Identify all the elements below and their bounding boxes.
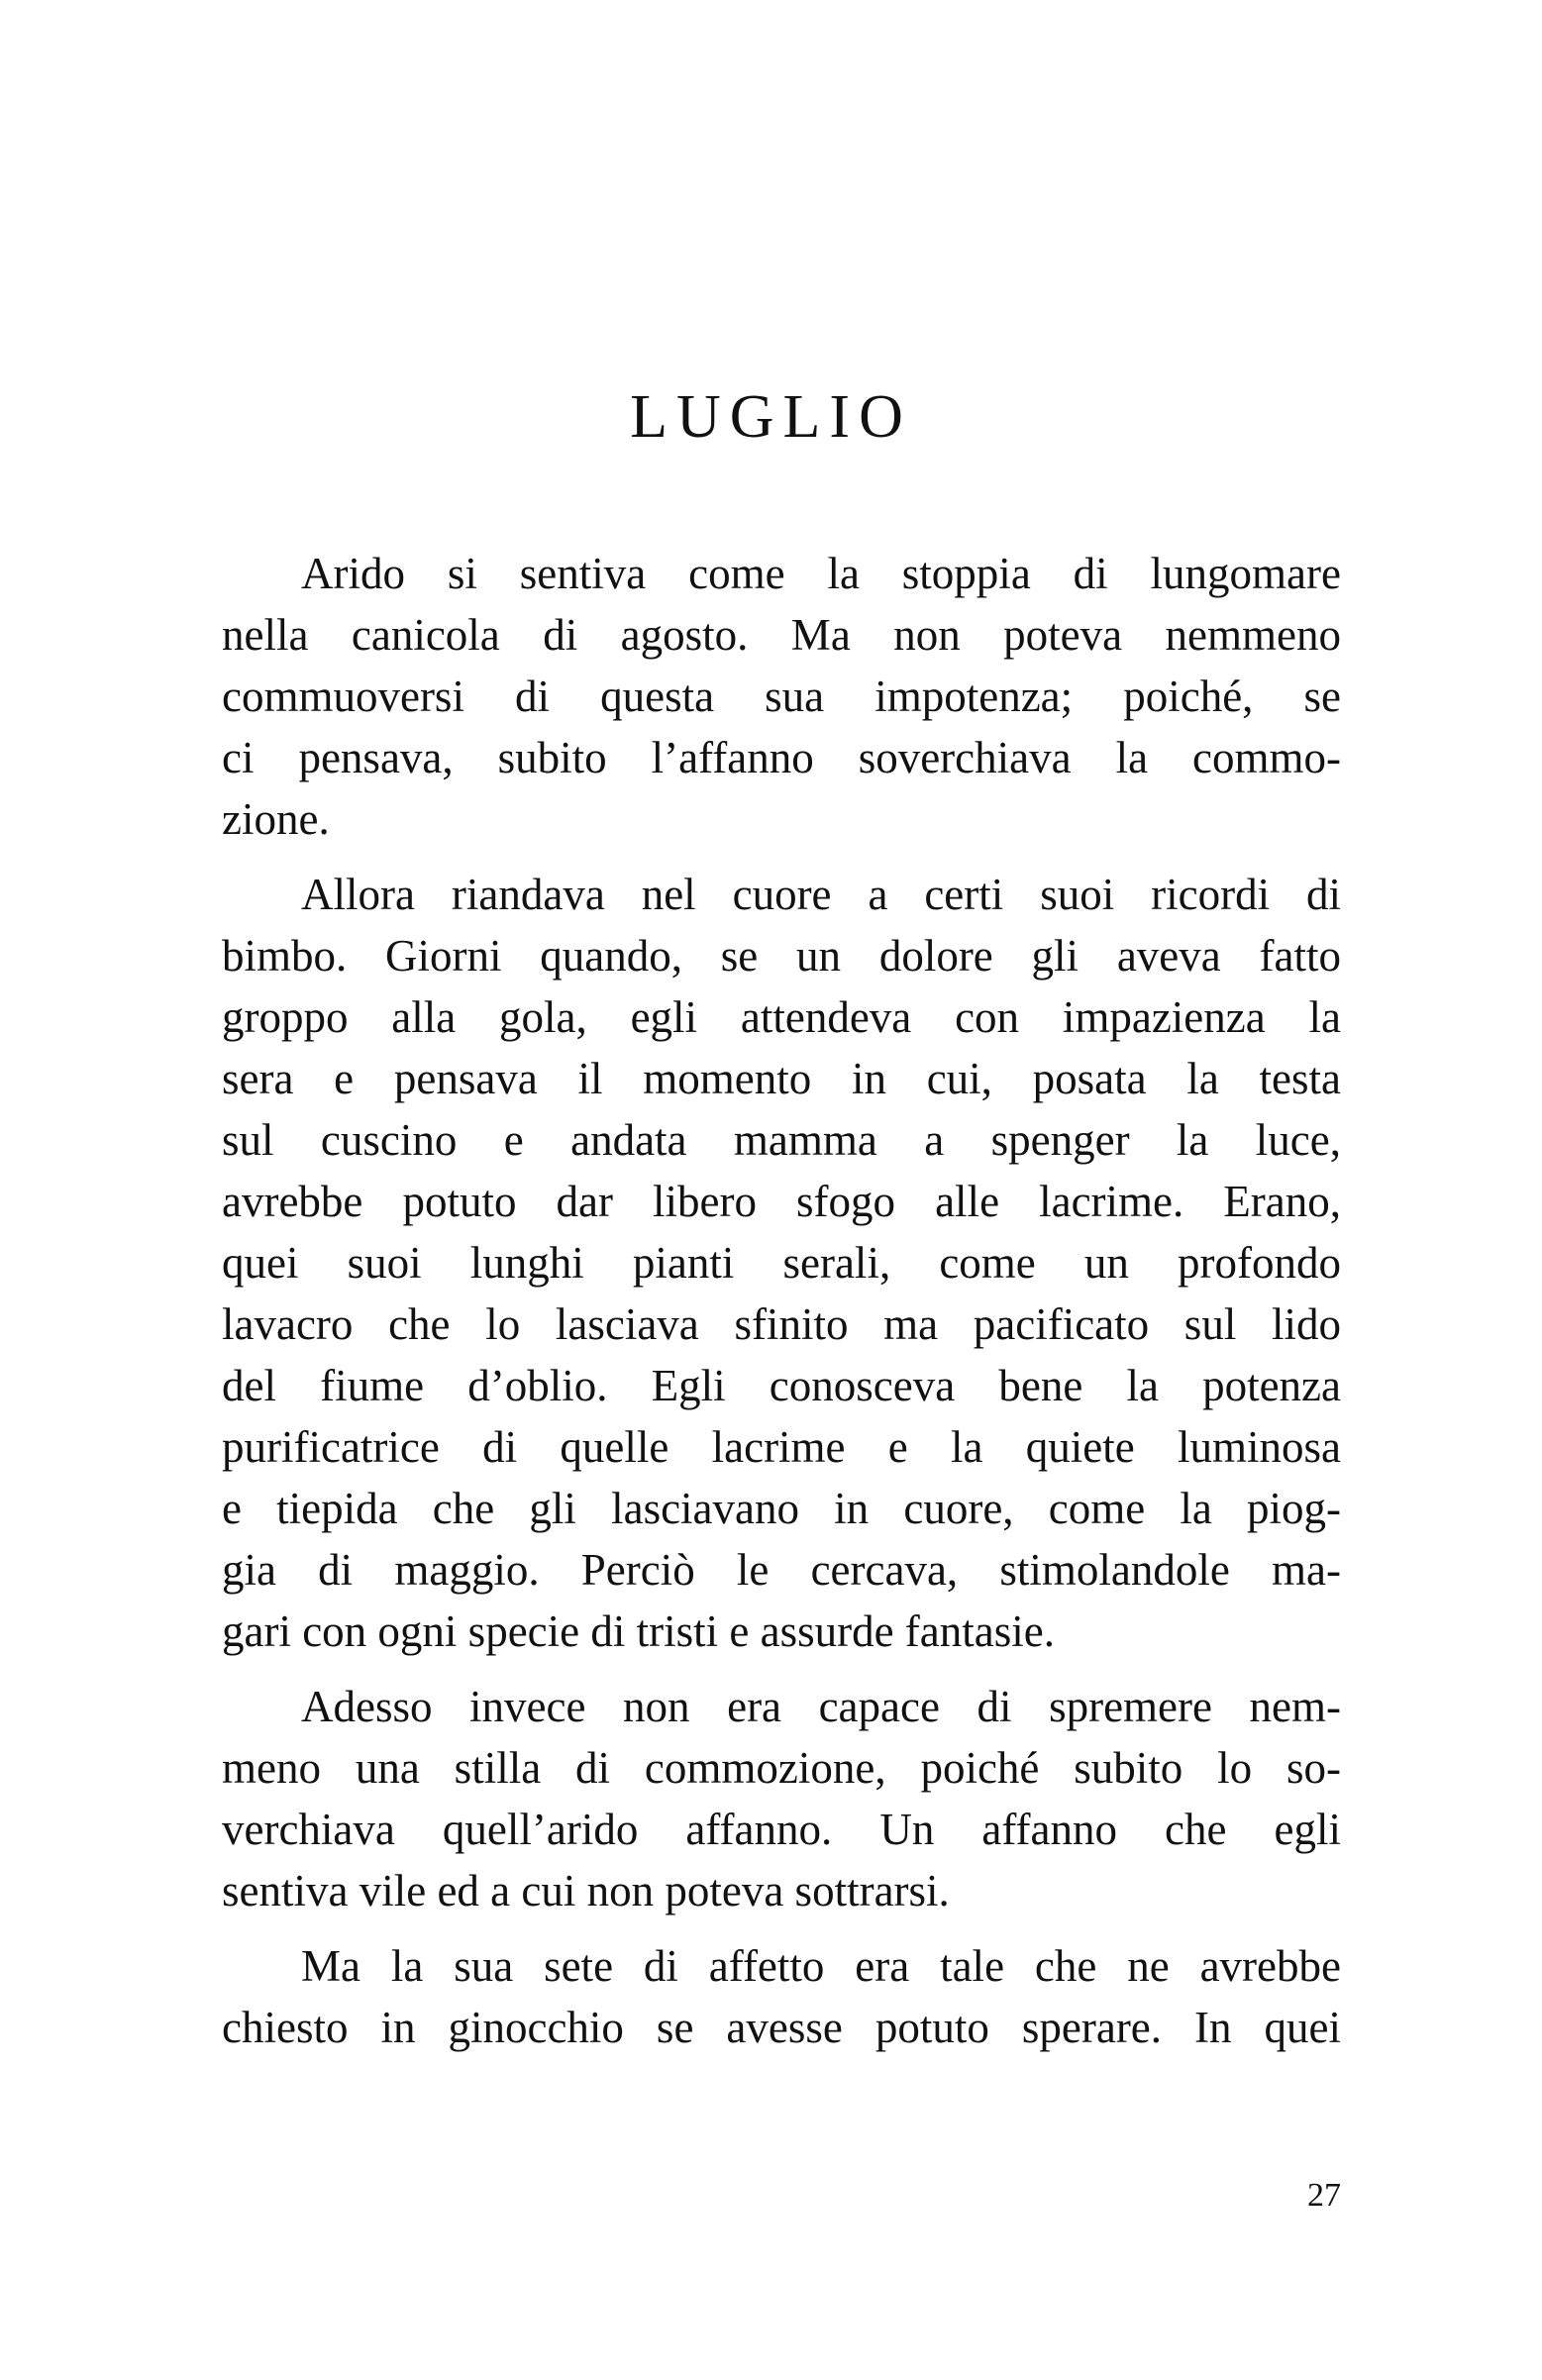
paragraph [222, 1935, 1341, 2058]
text-line: sera e pensava il momento in cui, posata la testa [222, 1054, 1341, 1103]
text-line: lavacro che lo lasciava sfinito ma pacificato sul lido [222, 1299, 1341, 1349]
paragraph [222, 543, 1341, 850]
paragraph [222, 1676, 1341, 1921]
paragraph-gap [222, 1662, 1341, 1676]
text-line: gia di maggio. Perciò le cercava, stimolandole ma- [222, 1545, 1341, 1595]
text-line: sul cuscino e andata mamma a spenger la luce, [222, 1115, 1341, 1165]
text-line: purificatrice di quelle lacrime e la quiete luminosa [222, 1422, 1341, 1472]
text-line: meno una stilla di commozione, poiché subito lo so- [222, 1743, 1341, 1793]
text-line: e tiepida che gli lasciavano in cuore, come la piog- [222, 1484, 1341, 1533]
text-line: chiesto in ginocchio se avesse potuto sperare. In quei [222, 2003, 1341, 2052]
body-text [222, 543, 1341, 2058]
text-line: bimbo. Giorni quando, se un dolore gli aveva fatto [222, 931, 1341, 981]
text-line: Adesso invece non era capace di spremere nem- [301, 1682, 1341, 1731]
text-line: Allora riandava nel cuore a certi suoi ricordi di [301, 870, 1341, 919]
page-number: 27 [1307, 2177, 1341, 2214]
text-line: zione. [222, 794, 330, 844]
text-line: quei suoi lunghi pianti serali, come un profondo [222, 1238, 1341, 1288]
text-line: avrebbe potuto dar libero sfogo alle lacrime. Erano, [222, 1177, 1341, 1226]
text-line: groppo alla gola, egli attendeva con impazienza la [222, 992, 1341, 1042]
text-line: Arido si sentiva come la stoppia di lungomare [301, 549, 1341, 598]
text-line: gari con ogni specie di tristi e assurde fantasie. [222, 1606, 1055, 1656]
text-line: nella canicola di agosto. Ma non poteva nemmeno [222, 610, 1341, 660]
paragraph-gap [222, 1921, 1341, 1935]
paragraph-gap [222, 850, 1341, 864]
text-line: commuoversi di questa sua impotenza; poiché, se [222, 672, 1341, 721]
chapter-title: LUGLIO [630, 383, 912, 451]
text-line: ci pensava, subito l’affanno soverchiava la commo- [222, 733, 1341, 782]
paragraph [222, 864, 1341, 1662]
text-line: Ma la sua sete di affetto era tale che ne avrebbe [301, 1941, 1341, 1991]
text-line: verchiava quell’arido affanno. Un affanno che egli [222, 1805, 1341, 1854]
text-line: sentiva vile ed a cui non poteva sottrarsi. [222, 1866, 950, 1915]
text-line: del fiume d’oblio. Egli conosceva bene la potenza [222, 1361, 1341, 1410]
